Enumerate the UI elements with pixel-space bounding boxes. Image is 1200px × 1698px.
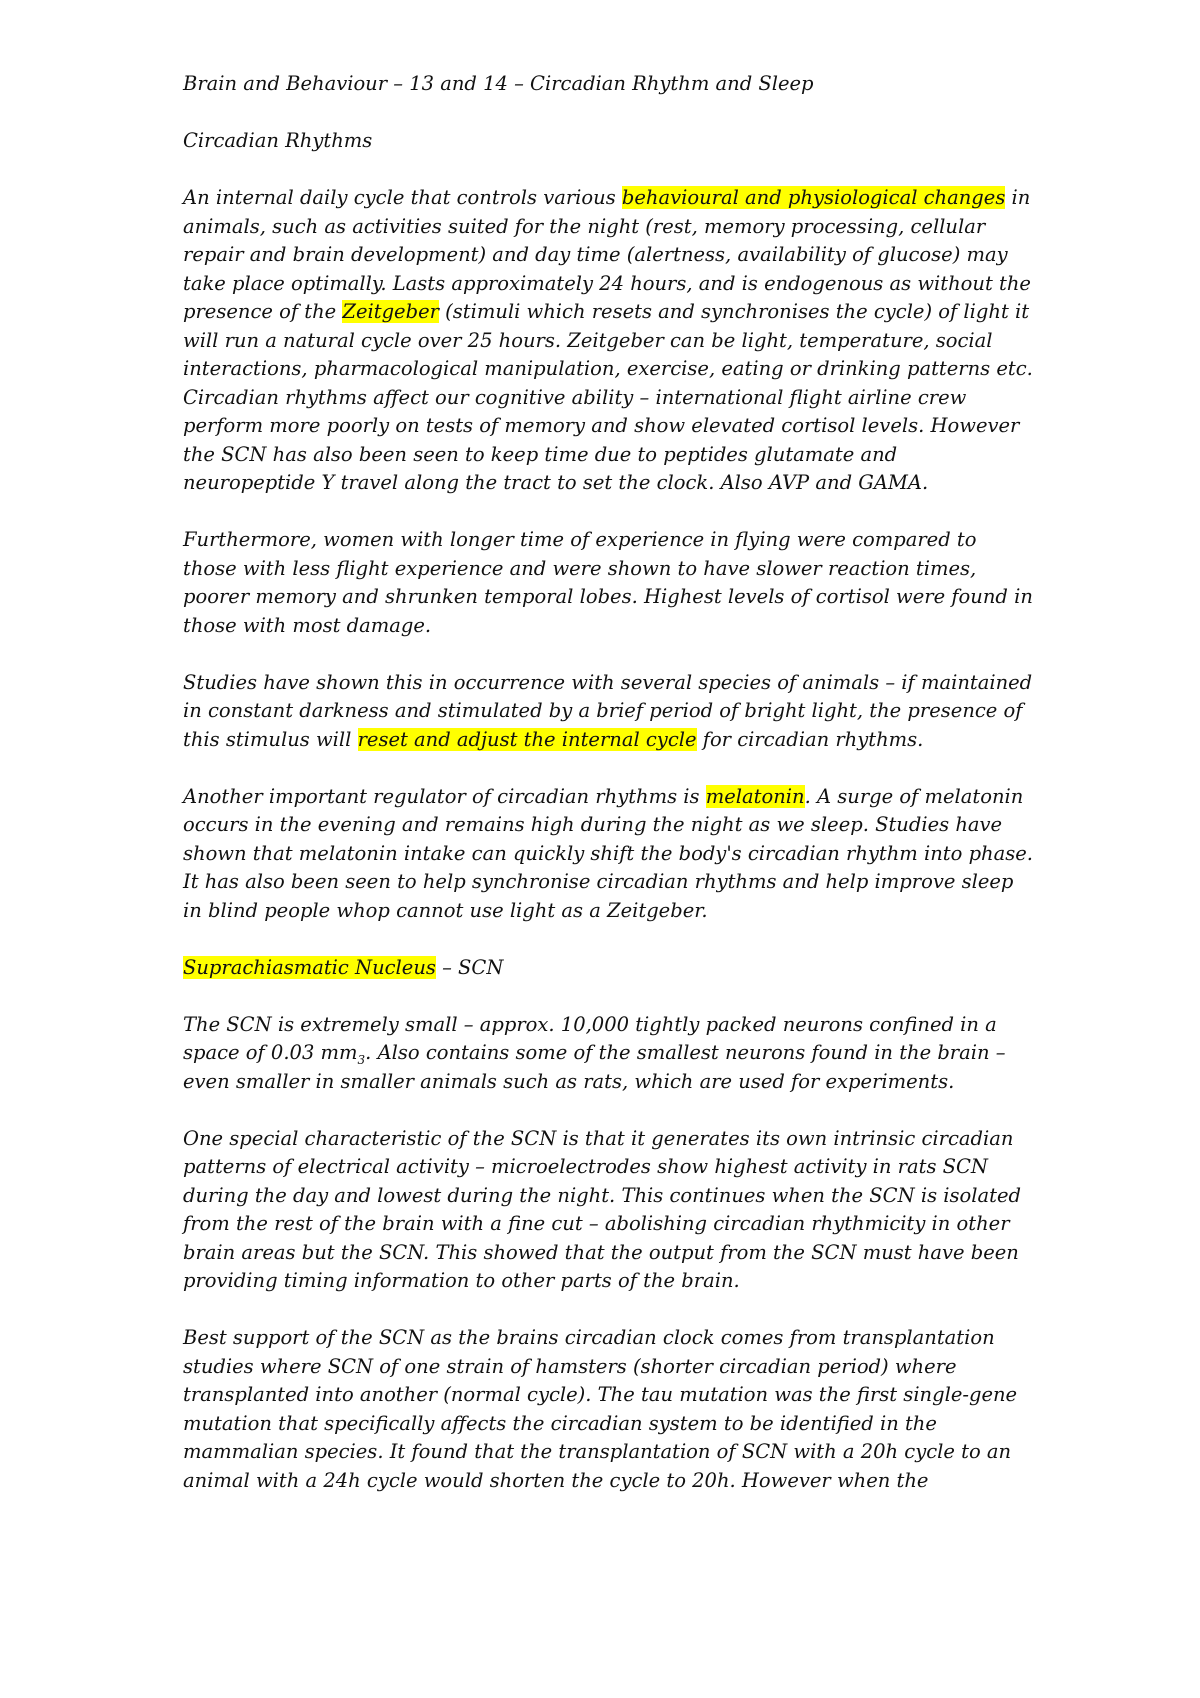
paragraph-flight-experience: Furthermore, women with longer time of experience in flying were compared to those with less flight experience and were shown to have slower reaction times, poorer memory and shrunken temporal lobes. Highest levels of cortisol were found in those with most damage. <box>183 528 1033 637</box>
text-run: Another important regulator of circadian rhythms is <box>183 784 706 808</box>
text-run: . Also contains some of the smallest neurons found in the brain – even smaller in smaller animals such as rats, which are used for experiments. <box>183 1041 1006 1093</box>
paragraph-circadian-definition <box>183 184 1033 498</box>
highlighted-text: melatonin <box>705 784 805 808</box>
highlighted-text: Suprachiasmatic Nucleus <box>183 955 436 979</box>
paragraph-transplantation: Best support of the SCN as the brains circadian clock comes from transplantation studies where SCN of one strain of hamsters (shorter circadian period) where transplanted into another (normal cycle). The tau mutation was the first single-gene mutation that specifically affects the circadian system to be identified in the mammalian species. It found that the transplantation of SCN with a 20h cycle to an animal with a 24h cycle would shorten the cycle to 20h. However when the <box>183 1326 1018 1492</box>
text-run: Studies have shown this in occurrence with several species of animals – if maintained in constant darkness and stimulated by a brief period of bright light, the presence of this stimulus will <box>183 670 1033 751</box>
highlighted-text: behavioural and physiological changes <box>621 186 1006 209</box>
paragraph-scn-activity: One special characteristic of the SCN is that it generates its own intrinsic circadian patterns of electrical activity – microelectrodes show highest activity in rats SCN during the day and lowest during the night. This continues when the SCN is isolated from the rest of the brain with a fine cut – abolishing circadian rhythmicity in other brain areas but the SCN. This showed that the output from the SCN must have been providing timing information to other parts of the brain. <box>183 1126 1021 1292</box>
text-run: for circadian rhythms. <box>696 727 924 751</box>
document-title: Brain and Behaviour – 13 and 14 – Circadian Rhythm and Sleep <box>183 72 814 95</box>
subscript: 3 <box>357 1052 366 1067</box>
highlighted-text: reset and adjust the internal cycle <box>357 727 697 751</box>
paragraph-melatonin <box>183 783 1033 926</box>
text-run: in animals, such as activities suited for the night (rest, memory processing, cellular repair and brain development) and day time (alertness, availability of glucose) may take place optimally. Lasts approximately 24 hours, and is endogenous as without the presence of the <box>183 186 1031 323</box>
text-run: (stimuli which resets and synchronises the cycle) of light it will run a natural cycle over 25 hours. Zeitgeber can be light, temperature, social interactions, pharmacological manipulation, exercise, eating or drinking patterns etc. Circadian rhythms affect our cognitive ability – international flight airline crew perform more poorly on tests of memory and show elevated cortisol levels. However the SCN has also been seen to keep time due to peptides glutamate and neuropeptide Y travel along the tract to set the clock. Also AVP and GAMA. <box>183 300 1033 494</box>
paragraph-animal-studies <box>183 669 1033 755</box>
paragraph-scn-size <box>183 1011 1033 1097</box>
highlighted-text: Zeitgeber <box>342 300 439 323</box>
text-run: An internal daily cycle that controls various <box>183 186 622 209</box>
text-run: . A surge of melatonin occurs in the evening and remains high during the night as we sleep. Studies have shown that melatonin intake can quickly shift the body's circadian rhythm into phase. It has also been seen to help synchronise circadian rhythms and help improve sleep in blind people whop cannot use light as a Zeitgeber. <box>183 784 1033 922</box>
section-heading-circadian-rhythms: Circadian Rhythms <box>183 129 373 152</box>
section-heading-scn <box>183 954 1033 983</box>
text-run: The SCN is extremely small – approx. 10,000 tightly packed neurons confined in a space of 0.03 mm <box>183 1012 997 1064</box>
text-run: – SCN <box>435 955 504 979</box>
document-page <box>183 70 1033 1524</box>
